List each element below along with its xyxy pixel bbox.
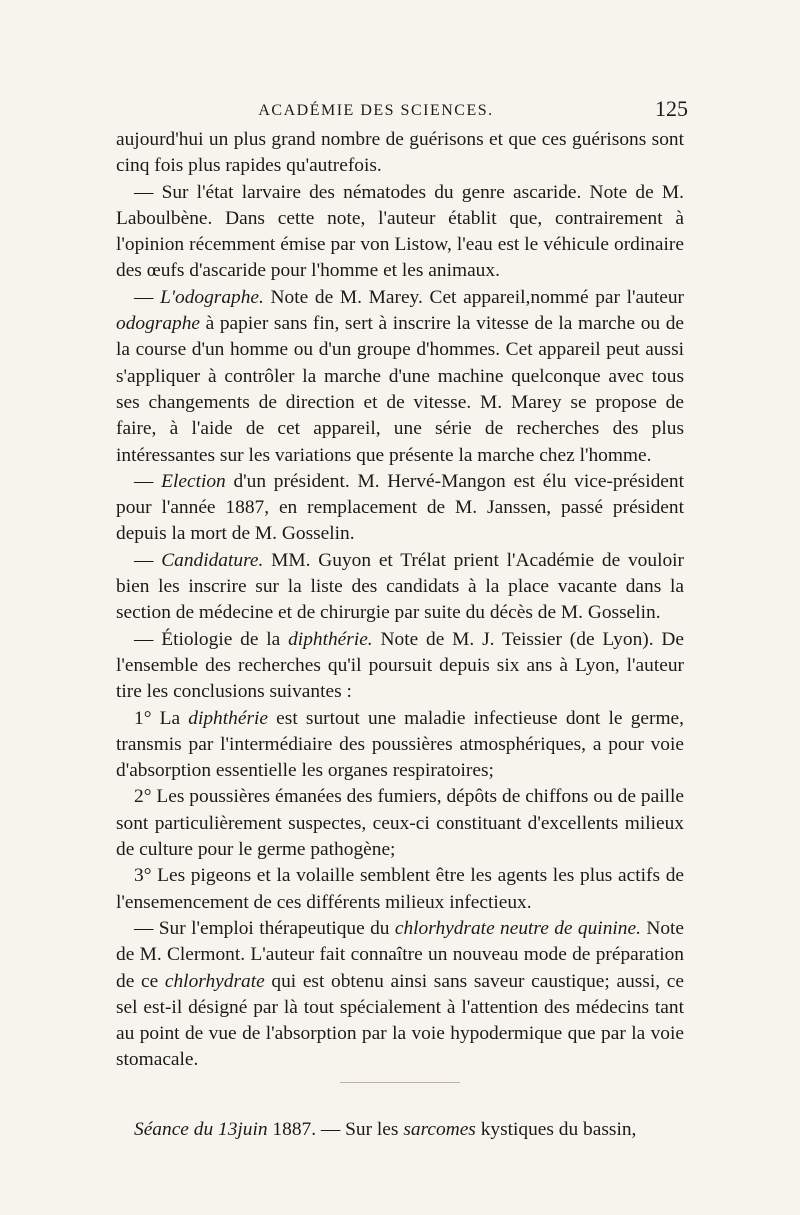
italic-term: sarcomes [403, 1119, 476, 1141]
dash: — [134, 470, 162, 492]
paragraph-odographe [116, 285, 684, 469]
seance-rest: kystiques du bassin, [475, 1119, 637, 1141]
paragraph-text: 3° Les pigeons et la volaille semblent être les agents les plus actifs de l'ensemencement de ces différents milieux infectieux. [116, 865, 684, 913]
paragraph-text: — Sur l'état larvaire des nématodes du genre ascaride. Note de M. Laboulbène. Dans cette note, l'auteur établit que, contrairement à l'opinion récemment émise par von Listow, l'eau est le véhicule ordinaire des œufs d'ascaride pour l'homme et les animaux. [116, 181, 684, 282]
dash: — [134, 549, 162, 571]
paragraph-text: — Étiologie de la [134, 628, 289, 650]
seance-heading [116, 1117, 684, 1143]
conclusion-2 [116, 784, 684, 863]
italic-term: odographe [116, 313, 201, 335]
seance-month: juin [237, 1119, 268, 1141]
paragraph-text: d'un président. M. Hervé-Mangon est élu vice-président pour l'année 1887, en remplacement de M. Janssen, passé président depuis la mort de M. Gosselin. [116, 470, 684, 545]
section-title: Candidature. [161, 549, 264, 571]
conclusion-1 [116, 706, 684, 785]
paragraph-election [116, 469, 684, 548]
paragraph-text: qui est obtenu ainsi sans saveur caustique; aussi, ce sel est-il désigné par là tout spécialement à l'attention des médecins tant au point de vue de l'absorption par la voie hypodermique que par la voie stomacale. [116, 970, 684, 1071]
paragraph-nematodes [116, 180, 684, 285]
running-title: ACADÉMIE DES SCIENCES. [258, 102, 494, 119]
paragraph-candidature [116, 548, 684, 627]
italic-term: chlorhydrate neutre de quinine. [394, 917, 641, 939]
section-divider [340, 1082, 460, 1083]
seance-year: 1887. — Sur les [267, 1119, 404, 1141]
paragraph-quinine [116, 916, 684, 1074]
italic-term: chlorhydrate [164, 970, 265, 992]
paragraph-text: Note de M. J. Teissier (de Lyon). De l'ensemble des recherches qu'il poursuit depuis six ans à Lyon, l'auteur tire les conclusions suivantes : [116, 628, 685, 703]
paragraph-text: MM. Guyon et Trélat prient l'Académie de vouloir bien les inscrire sur la liste des candidats à la place vacante dans la section de médecine et de chirurgie par suite du décès de M. Gosselin. [116, 549, 684, 624]
seance-day: 13 [218, 1119, 238, 1141]
seance-label: Séance du [134, 1119, 214, 1141]
section-title: L'odographe. [160, 286, 264, 308]
paragraph-text: à papier sans fin, sert à inscrire la vitesse de la marche ou de la course d'un homme ou d'un groupe d'hommes. Cet appareil peut aussi s'appliquer à contrôler la marche d'une machine quelconque avec tous ses changements de direction et de vitesse. M. Marey se propose de faire, à l'aide de cet appareil, une série de recherches des plus intéressantes sur les variations que présente la marche chez l'homme. [116, 313, 684, 466]
dash: — [134, 286, 161, 308]
body-text [116, 127, 684, 1074]
italic-term: diphthérie. [288, 628, 373, 650]
paragraph-text: Note de M. Marey. Cet appareil,nommé par l'auteur [263, 286, 684, 308]
paragraph-text: Note de M. Clermont. L'auteur fait connaître un nouveau mode de préparation de ce [116, 917, 685, 992]
paragraph-guerisons [116, 127, 684, 180]
paragraph-text: — Sur l'emploi thérapeutique du [134, 917, 395, 939]
paragraph-text: 2° Les poussières émanées des fumiers, dépôts de chiffons ou de paille sont particulièrement suspectes, ceux-ci constituant d'excellents milieux de culture pour le germe pathogène; [116, 786, 684, 861]
page-number: 125 [655, 96, 688, 121]
paragraph-text: est surtout une maladie infectieuse dont le germe, transmis par l'intermédiaire des poussières atmosphériques, a pour voie d'absorption essentielle les organes respiratoires; [116, 707, 684, 782]
paragraph-etiologie [116, 627, 684, 706]
paragraph-text: 1° La [134, 707, 189, 729]
paragraph-text: aujourd'hui un plus grand nombre de guérisons et que ces guérisons sont cinq fois plus rapides qu'autrefois. [116, 129, 684, 177]
italic-term: diphthérie [188, 707, 268, 729]
section-title: Election [161, 470, 226, 492]
running-head [116, 96, 688, 122]
conclusion-3 [116, 863, 684, 916]
